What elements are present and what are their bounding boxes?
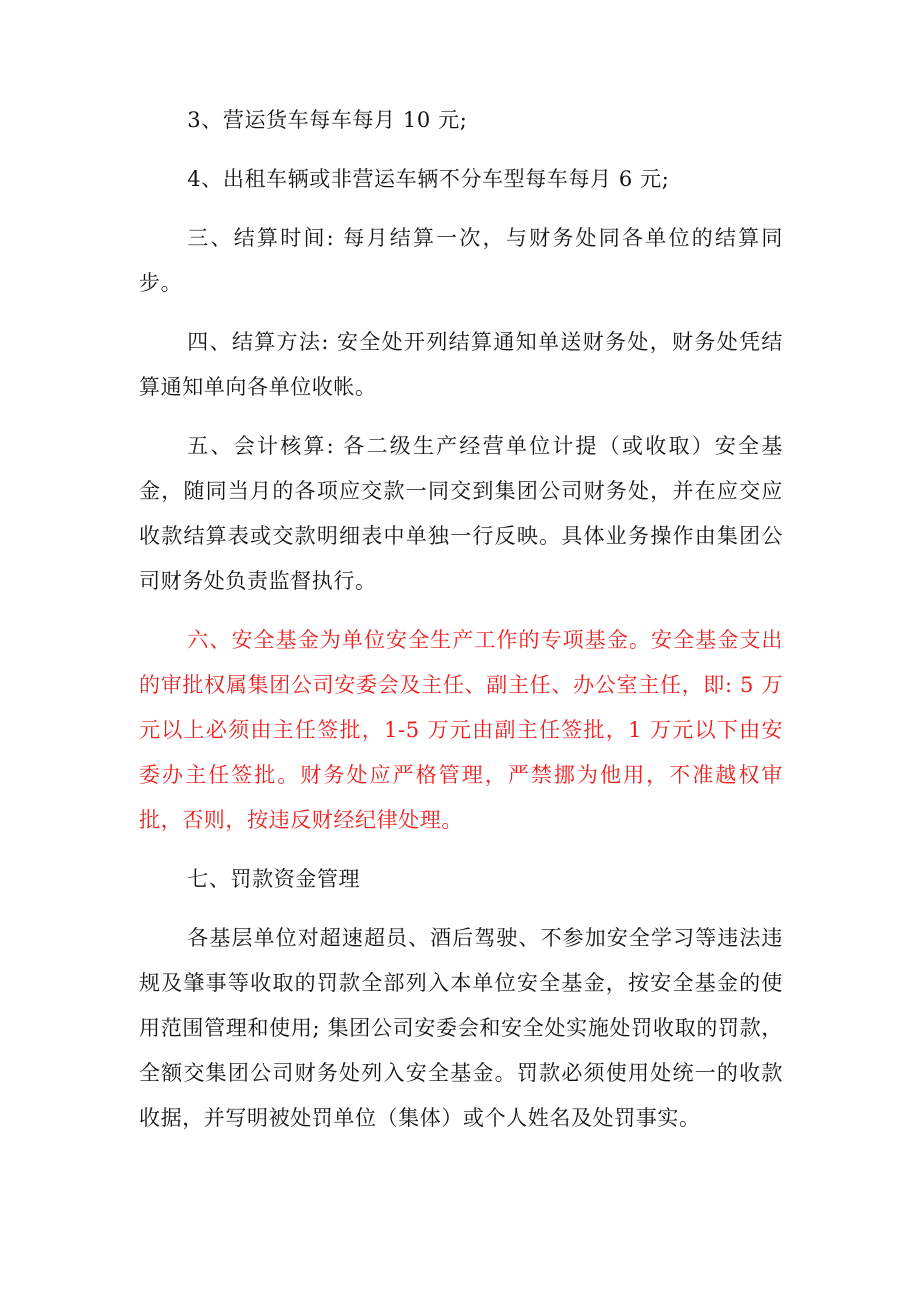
document-body [139,98,783,1141]
paragraph-settlement-time: 三、结算时间: 每月结算一次，与财务处同各单位的结算同步。 [139,226,783,295]
paragraph-fine-management-heading: 七、罚款资金管理 [187,867,361,891]
paragraph-freight-truck-fee: 3、营运货车每车每月 10 元; [187,108,468,132]
paragraph-settlement-method: 四、结算方法: 安全处开列结算通知单送财务处，财务处凭结算通知单向各单位收帐。 [139,330,783,399]
paragraph-accounting: 五、会计核算: 各二级生产经营单位计提（或收取）安全基金，随同当月的各项应交款一同交到集团公司财务处，并在应交应收款结算表或交款明细表中单独一行反映。具体业务操作由集团公司财务处负责监督执行。 [139,434,783,593]
paragraph-fine-management-detail: 各基层单位对超速超员、酒后驾驶、不参加安全学习等违法违规及肇事等收取的罚款全部列入本单位安全基金，按安全基金的使用范围管理和使用; 集团公司安委会和安全处实施处罚收取的罚款，全额交集团公司财务处列入安全基金。罚款必须使用处统一的收款收据，并写明被处罚单位（集体）或个人姓名及处罚事实。 [139,926,783,1130]
paragraph-taxi-fee: 4、出租车辆或非营运车辆不分车型每车每月 6 元; [187,167,670,191]
paragraph-special-fund-approval: 六、安全基金为单位安全生产工作的专项基金。安全基金支出的审批权属集团公司安委会及主任、副主任、办公室主任，即: 5 万元以上必须由主任签批，1-5 万元由副主任签批，1 万元以下由安委办主任签批。财务处应严格管理，严禁挪为他用，不准越权审批，否则，按违反财经纪律处理。 [139,628,783,832]
